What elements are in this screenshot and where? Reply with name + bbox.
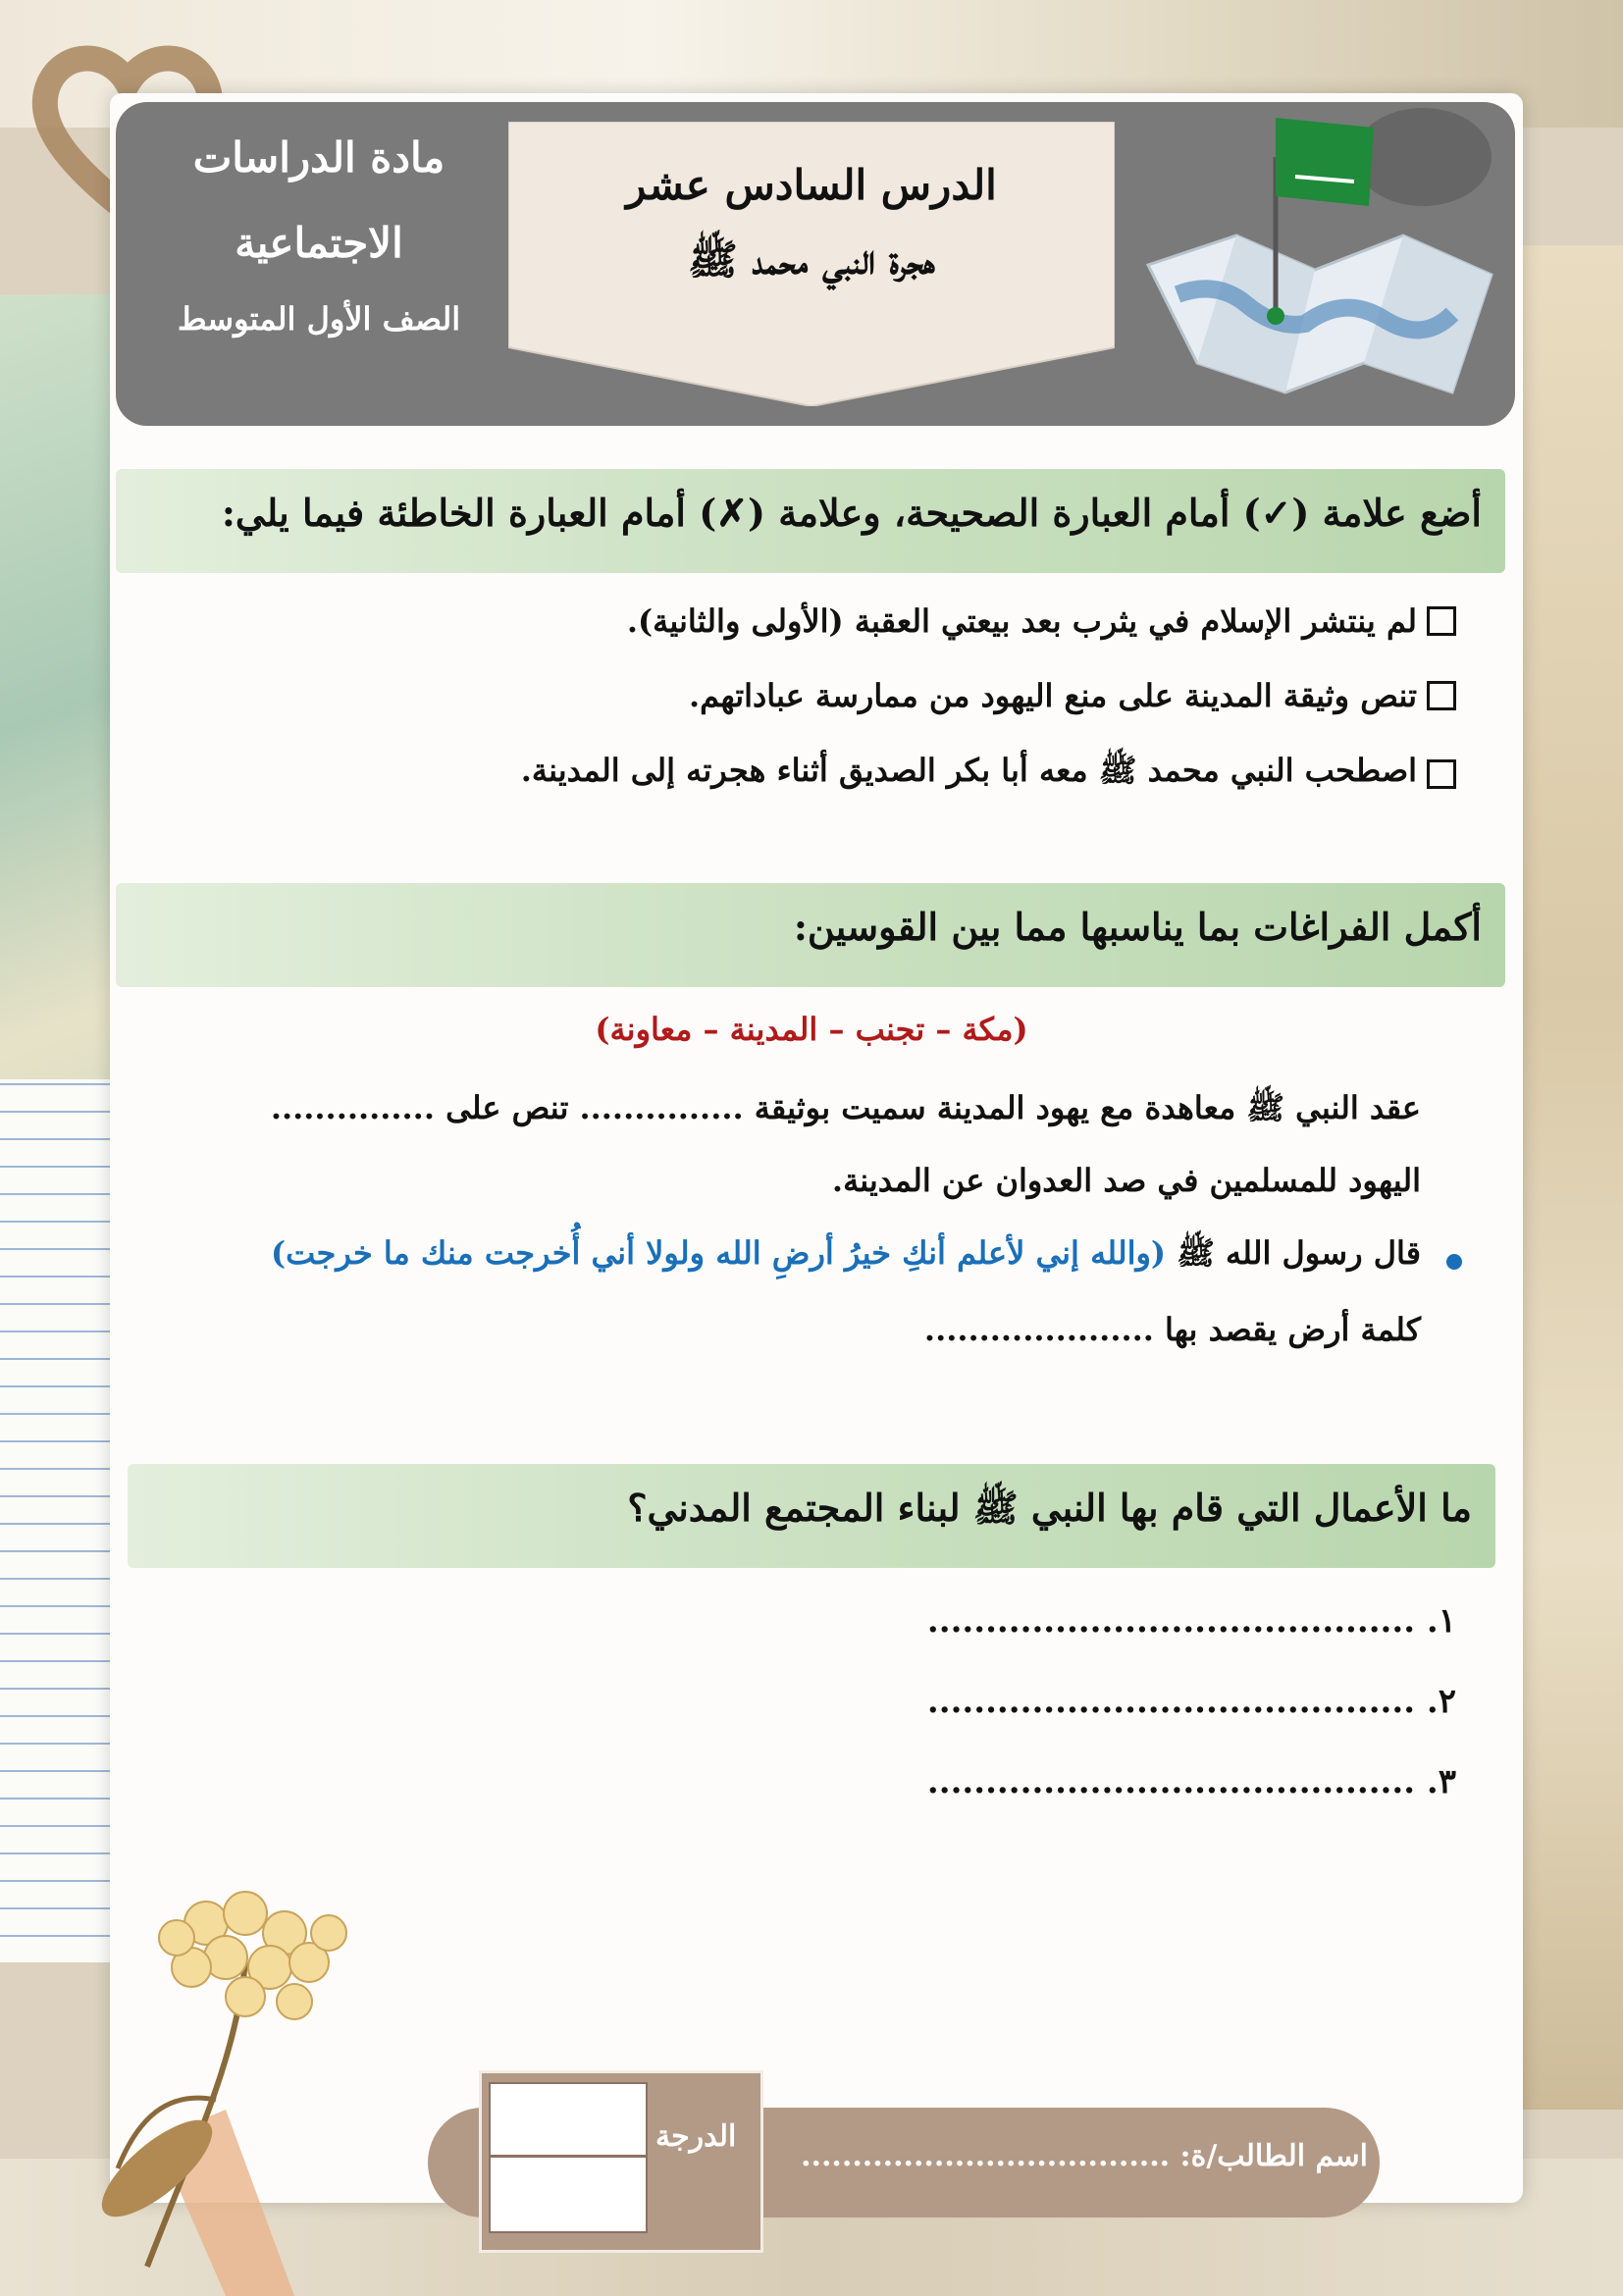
section1-band [116, 469, 1505, 573]
fill-item-2-prefix: قال رسول الله ﷺ [1166, 1234, 1421, 1272]
section2-instruction: أكمل الفراغات بما يناسبها مما بين القوسين: [793, 905, 1482, 949]
hadith-quote: (والله إني لأعلم أنكِ خيرُ أرضِ الله ولولا أني أُخرجت منك ما خرجت) [270, 1234, 1167, 1272]
tf-statement-3 [521, 752, 1456, 797]
lesson-title: هجرة النبي محمد ﷺ [688, 235, 935, 284]
subject-block [147, 128, 491, 392]
pressed-flower-icon [0, 1845, 451, 2296]
tf-statement-2 [689, 677, 1456, 714]
checkbox-3[interactable] [1427, 759, 1456, 789]
subject-line2: الاجتماعية [235, 219, 403, 267]
checkbox-1[interactable] [1427, 606, 1456, 636]
grade-level: الصف الأول المتوسط [177, 300, 461, 338]
section2-band [116, 883, 1505, 987]
subject-line1: مادة الدراسات [192, 133, 445, 182]
checkbox-2[interactable] [1427, 681, 1456, 710]
grade-divider [489, 2155, 646, 2158]
word-bank: (مكة – تجنب – المدينة – معاونة) [595, 1011, 1028, 1048]
answer-line-1[interactable]: ١. .......................................... [926, 1601, 1456, 1641]
lesson-title-plate [508, 122, 1115, 406]
fill-item-1-line1: عقد النبي ﷺ معاهدة مع يهود المدينة سميت بوثيقة ............... تنص على ............... [270, 1089, 1421, 1126]
folded-map-flag-icon [1128, 98, 1511, 412]
fill-item-1-line2: اليهود للمسلمين في صد العدوان عن المدينة. [831, 1162, 1421, 1199]
tf-statement-1 [627, 602, 1456, 640]
section1-instruction: أضع علامة (✓) أمام العبارة الصحيحة، وعلامة (✗) أمام العبارة الخاطئة فيما يلي: [221, 491, 1482, 535]
section3-question: ما الأعمال التي قام بها النبي ﷺ لبناء المجتمع المدني؟ [627, 1486, 1472, 1530]
tf-statement-2-text: تنص وثيقة المدينة على منع اليهود من ممارسة عباداتهم. [689, 677, 1417, 714]
student-name-field[interactable]: اسم الطالب/ة: .................................... [801, 2139, 1368, 2173]
tf-statement-3-text: اصطحب النبي محمد ﷺ معه أبا بكر الصديق أثناء هجرته إلى المدينة. [520, 752, 1417, 789]
section3-band [128, 1464, 1495, 1568]
grade-input[interactable] [489, 2082, 648, 2233]
grade-label: الدرجة [655, 2119, 737, 2154]
fill-item-2-line1 [271, 1234, 1421, 1279]
tf-statement-1-text: لم ينتشر الإسلام في يثرب بعد بيعتي العقبة (الأولى والثانية). [626, 602, 1417, 640]
bullet-2-dot [1446, 1254, 1462, 1270]
lesson-number: الدرس السادس عشر [626, 161, 997, 209]
answer-line-2[interactable]: ٢. .......................................... [926, 1682, 1456, 1721]
fill-item-2-line2: كلمة أرض يقصد بها ..................... [923, 1311, 1421, 1348]
answer-line-3[interactable]: ٣. .......................................... [926, 1762, 1456, 1801]
